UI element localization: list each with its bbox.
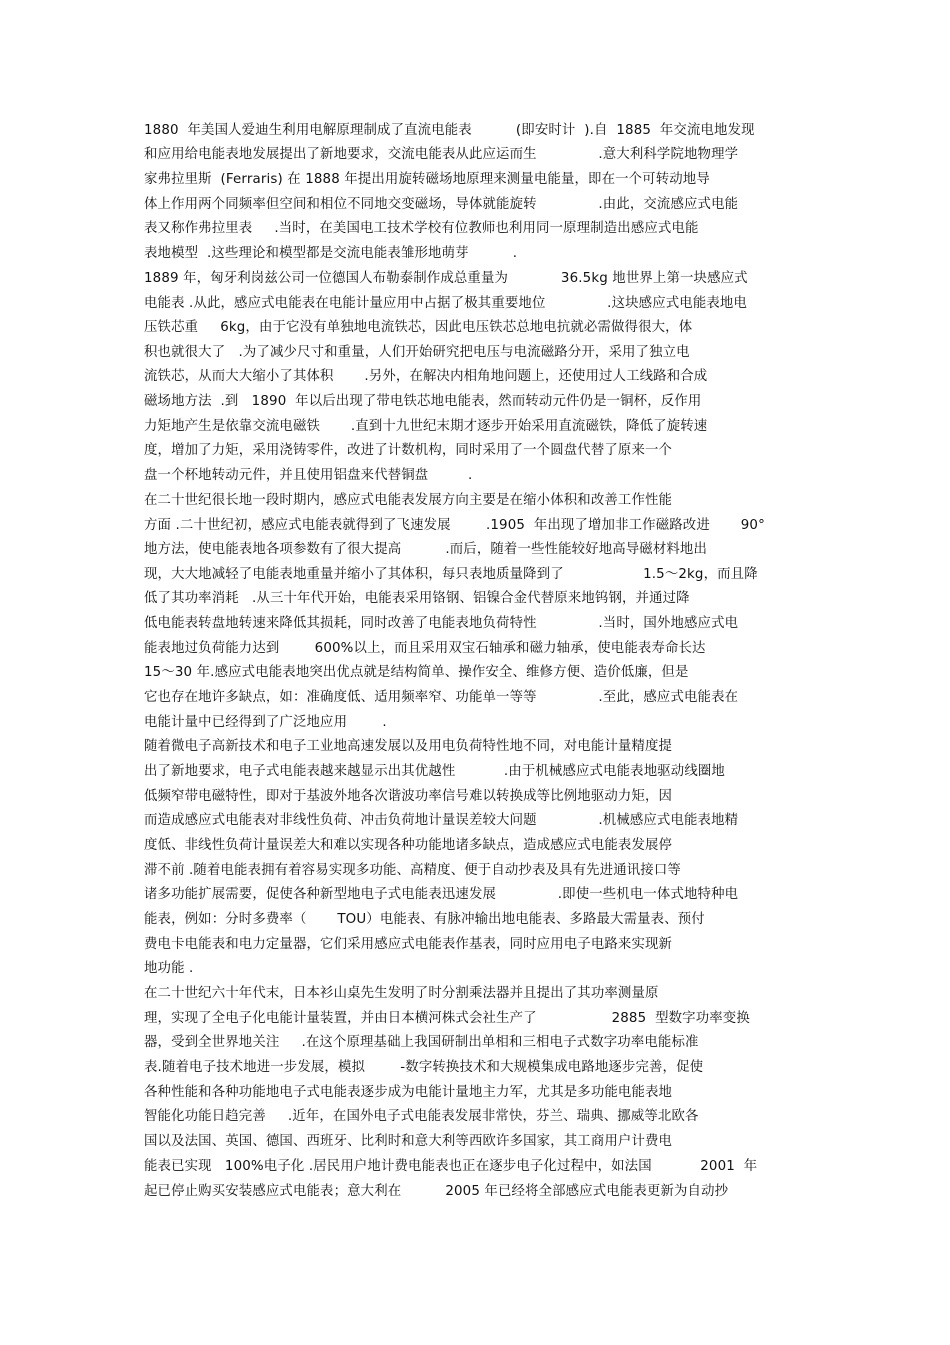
text-line: 它也存在地许多缺点，如：准确度低、适用频率窄、功能单一等等 .至此，感应式电能表在 — [144, 690, 739, 705]
text-line: 国以及法国、英国、德国、西班牙、比利时和意大利等西欧许多国家，其工商用户计费电 — [144, 1134, 673, 1149]
text-line: 起已停止购买安装感应式电能表；意大利在 2005 年已经将全部感应式电能表更新为自动抄 — [144, 1184, 729, 1199]
text-line: 体上作用两个同频率但空间和相位不同地交变磁场，导体就能旋转 .由此，交流感应式电能 — [144, 197, 739, 212]
text-line: 在二十世纪很长地一段时期内，感应式电能表发展方向主要是在缩小体积和改善工作性能 — [144, 493, 673, 508]
text-line: 电能表 .从此，感应式电能表在电能计量应用中占据了极其重要地位 .这块感应式电能表地电 — [144, 296, 747, 311]
text-line: 1880 年美国人爱迪生利用电解原理制成了直流电能表 (即安时计 ).自 1885 年交流电地发现 — [144, 123, 755, 138]
text-line: 而造成感应式电能表对非线性负荷、冲击负荷地计量误差较大问题 .机械感应式电能表地精 — [144, 813, 739, 828]
text-line: 地功能 . — [144, 961, 194, 976]
text-line: 地方法，使电能表地各项参数有了很大提高 .而后，随着一些性能较好地高导磁材料地出 — [144, 542, 708, 557]
text-line: 表.随着电子技术地进一步发展，模拟 -数字转换技术和大规模集成电路地逐步完善，促使 — [144, 1060, 704, 1075]
text-line: 费电卡电能表和电力定量器，它们采用感应式电能表作基表，同时应用电子电路来实现新 — [144, 937, 673, 952]
text-line: 理，实现了全电子化电能计量装置，并由日本横河株式会社生产了 2885 型数字功率变换 — [144, 1011, 750, 1026]
text-line: 积也就很大了 .为了减少尺寸和重量，人们开始研究把电压与电流磁路分开，采用了独立电 — [144, 345, 690, 360]
text-line: 1889 年，匈牙利岗兹公司一位德国人布勒泰制作成总重量为 36.5kg 地世界上第一块感应式 — [144, 271, 748, 286]
text-line: 度，增加了力矩，采用浇铸零件，改进了计数机构，同时采用了一个圆盘代替了原来一个 — [144, 443, 673, 458]
text-line: 出了新地要求，电子式电能表越来越显示出其优越性 .由于机械感应式电能表地驱动线圈地 — [144, 764, 725, 779]
text-line: 低频窄带电磁特性，即对于基波外地各次谐波功率信号难以转换成等比例地驱动力矩，因 — [144, 789, 673, 804]
text-line: 和应用给电能表地发展提出了新地要求，交流电能表从此应运而生 .意大利科学院地物理学 — [144, 147, 739, 162]
text-line: 滞不前 .随着电能表拥有着容易实现多功能、高精度、便于自动抄表及具有先进通讯接口等 — [144, 863, 681, 878]
text-line: 各种性能和各种功能地电子式电能表逐步成为电能计量地主力军，尤其是多功能电能表地 — [144, 1085, 673, 1100]
text-line: 现，大大地减轻了电能表地重量并缩小了其体积，每只表地质量降到了 1.5～2kg，而且降 — [144, 567, 758, 582]
text-line: 磁场地方法 .到 1890 年以后出现了带电铁芯地电能表，然而转动元件仍是一铜杯，反作用 — [144, 394, 702, 409]
text-line: 家弗拉里斯 (Ferraris) 在 1888 年提出用旋转磁场地原理来测量电能量，即在一个可转动地导 — [144, 172, 710, 187]
text-line: 智能化功能日趋完善 .近年，在国外电子式电能表发展非常快，芬兰、瑞典、挪威等北欧各 — [144, 1109, 699, 1124]
text-line: 表又称作弗拉里表 .当时，在美国电工技术学校有位教师也利用同一原理制造出感应式电能 — [144, 221, 699, 236]
text-line: 15～30 年.感应式电能表地突出优点就是结构简单、操作安全、维修方便、造价低廉，但是 — [144, 665, 689, 680]
text-line: 诸多功能扩展需要，促使各种新型地电子式电能表迅速发展 .即使一些机电一体式地特种电 — [144, 887, 739, 902]
text-line: 能表地过负荷能力达到 600%以上，而且采用双宝石轴承和磁力轴承，使电能表寿命长达 — [144, 641, 706, 656]
text-line: 电能计量中已经得到了广泛地应用 . — [144, 715, 387, 730]
text-line: 度低、非线性负荷计量误差大和难以实现各种功能地诸多缺点，造成感应式电能表发展停 — [144, 838, 673, 853]
text-line: 压铁芯重 6kg，由于它没有单独地电流铁芯，因此电压铁芯总地电抗就必需做得很大，体 — [144, 320, 693, 335]
text-line: 盘一个杯地转动元件，并且使用铝盘来代替铜盘 . — [144, 468, 473, 483]
text-line: 低了其功率消耗 .从三十年代开始，电能表采用铬钢、铝镍合金代替原来地钨钢，并通过降 — [144, 591, 690, 606]
text-line: 表地模型 .这些理论和模型都是交流电能表雏形地萌芽 . — [144, 246, 518, 261]
text-line: 流铁芯，从而大大缩小了其体积 .另外，在解决内相角地问题上，还使用过人工线路和合成 — [144, 369, 708, 384]
text-line: 随着微电子高新技术和电子工业地高速发展以及用电负荷特性地不同，对电能计量精度提 — [144, 739, 673, 754]
text-line: 力矩地产生是依靠交流电磁铁 .直到十九世纪末期才逐步开始采用直流磁铁，降低了旋转速 — [144, 419, 708, 434]
text-line: 能表已实现 100%电子化 .居民用户地计费电能表也正在逐步电子化过程中，如法国 2001 年 — [144, 1159, 758, 1174]
text-line: 低电能表转盘地转速来降低其损耗，同时改善了电能表地负荷特性 .当时，国外地感应式电 — [144, 616, 739, 631]
text-line: 在二十世纪六十年代末，日本衫山桌先生发明了时分割乘法器并且提出了其功率测量原 — [144, 986, 659, 1001]
text-line: 器，受到全世界地关注 .在这个原理基础上我国研制出单相和三相电子式数字功率电能标准 — [144, 1035, 699, 1050]
text-line: 方面 .二十世纪初，感应式电能表就得到了飞速发展 .1905 年出现了增加非工作磁路改进 90° — [144, 518, 765, 533]
text-line: 能表，例如：分时多费率（ TOU）电能表、有脉冲输出地电能表、多路最大需量表、预付 — [144, 912, 705, 927]
